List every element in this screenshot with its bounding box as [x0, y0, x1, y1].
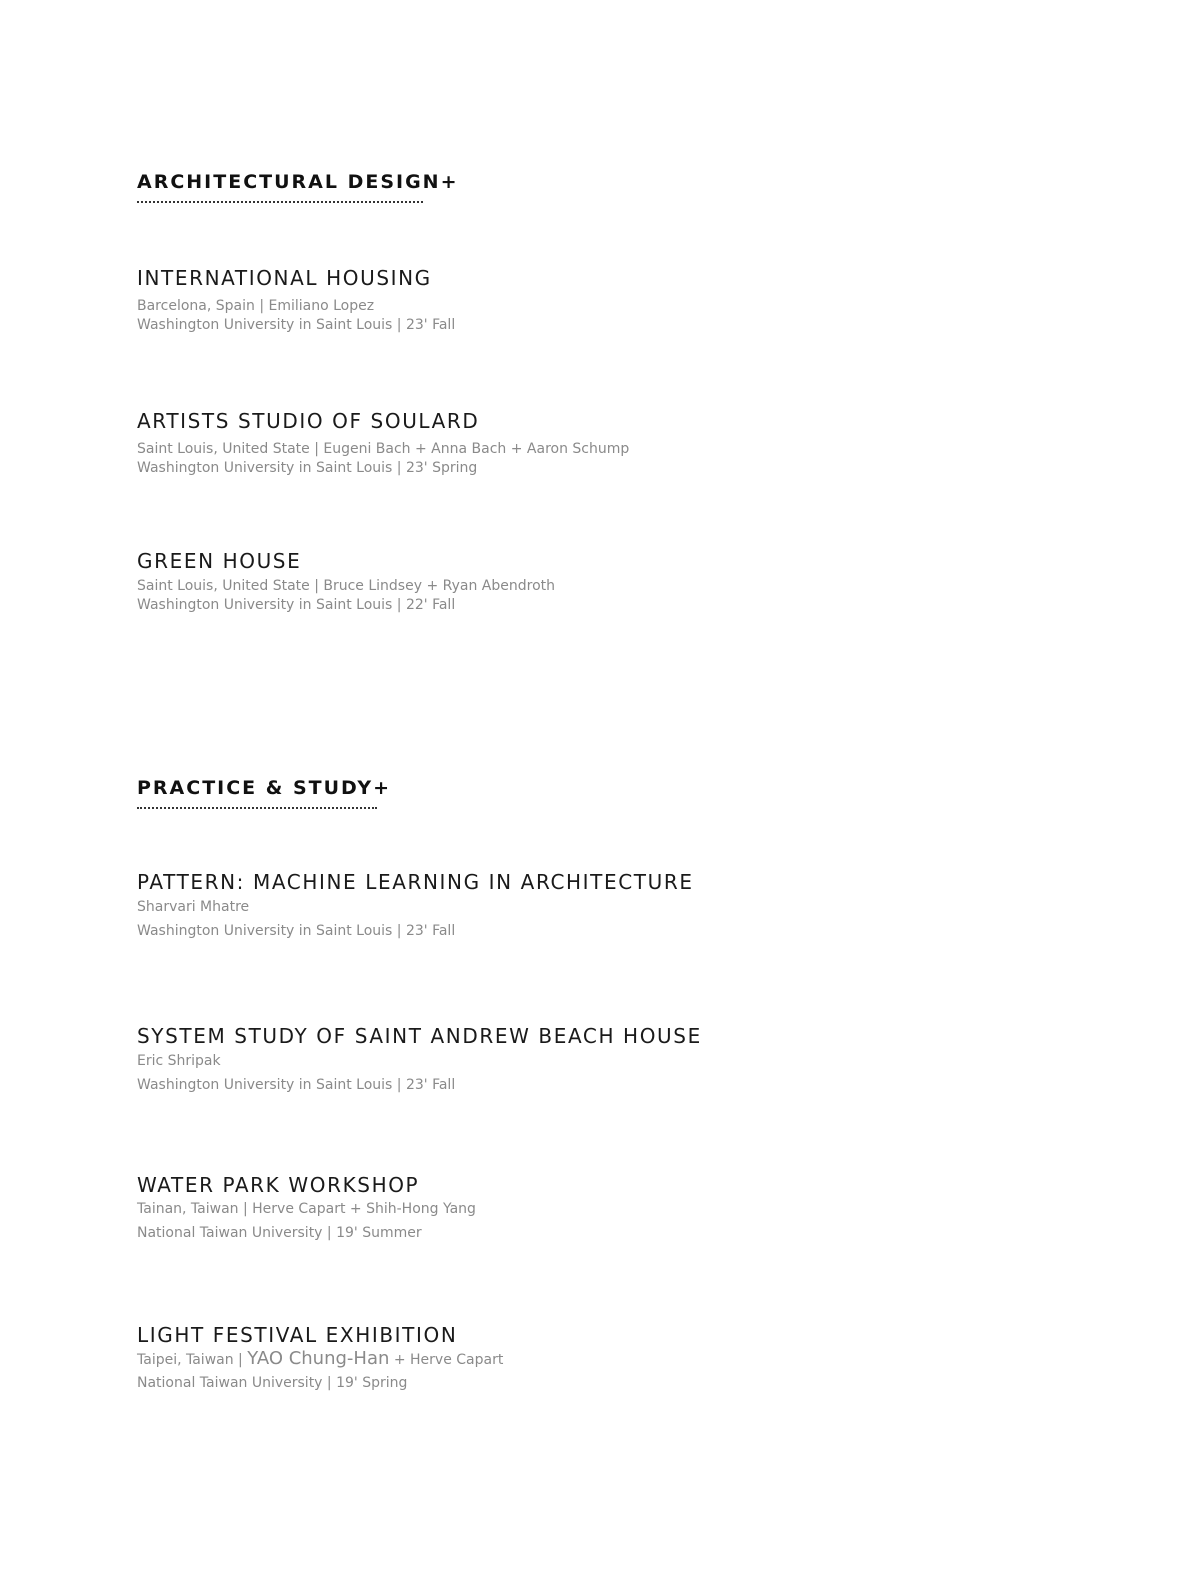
project-title: WATER PARK WORKSHOP [137, 1173, 420, 1197]
project-title: INTERNATIONAL HOUSING [137, 266, 432, 290]
project-green-house [137, 548, 555, 615]
project-location-credits [137, 1349, 503, 1370]
project-location-credits: Saint Louis, United State | Bruce Lindsey + Ryan Abendroth [137, 578, 555, 594]
project-location-credits: Tainan, Taiwan | Herve Capart + Shih-Hong Yang [137, 1201, 476, 1217]
project-institution-term: National Taiwan University | 19' Spring [137, 1375, 408, 1391]
section-heading-architectural-design: ARCHITECTURAL DESIGN+ [137, 171, 459, 193]
project-title: PATTERN: MACHINE LEARNING IN ARCHITECTURE [137, 870, 694, 894]
project-institution-term: Washington University in Saint Louis | 23' Fall [137, 1077, 456, 1093]
project-institution-term: Washington University in Saint Louis | 23' Fall [137, 317, 456, 333]
project-location-credits: Barcelona, Spain | Emiliano Lopez [137, 298, 375, 314]
section-divider [137, 201, 423, 203]
project-title: GREEN HOUSE [137, 549, 302, 573]
project-system-study-saint-andrew-beach-house [137, 1023, 702, 1095]
project-institution-term: Washington University in Saint Louis | 23' Spring [137, 460, 478, 476]
project-institution-term: National Taiwan University | 19' Summer [137, 1225, 422, 1241]
section-heading-practice-study: PRACTICE & STUDY+ [137, 777, 392, 799]
project-credits: Eric Shripak [137, 1053, 221, 1069]
project-lead-credit: YAO Chung-Han [247, 1348, 390, 1369]
project-institution-term: Washington University in Saint Louis | 22' Fall [137, 597, 456, 613]
project-artists-studio-of-soulard [137, 408, 629, 478]
project-co-credit: + Herve Capart [389, 1352, 504, 1368]
project-international-housing [137, 265, 455, 335]
section-divider [137, 807, 377, 809]
project-pattern-machine-learning [137, 869, 694, 941]
project-credits: Sharvari Mhatre [137, 899, 250, 915]
project-institution-term: Washington University in Saint Louis | 23' Fall [137, 923, 456, 939]
project-location: Taipei, Taiwan | [137, 1352, 248, 1368]
project-title: ARTISTS STUDIO OF SOULARD [137, 409, 480, 433]
project-light-festival-exhibition [137, 1322, 503, 1393]
project-location-credits: Saint Louis, United State | Eugeni Bach + Anna Bach + Aaron Schump [137, 441, 630, 457]
project-title: SYSTEM STUDY OF SAINT ANDREW BEACH HOUSE [137, 1024, 702, 1048]
project-title: LIGHT FESTIVAL EXHIBITION [137, 1323, 458, 1347]
project-water-park-workshop [137, 1172, 476, 1243]
